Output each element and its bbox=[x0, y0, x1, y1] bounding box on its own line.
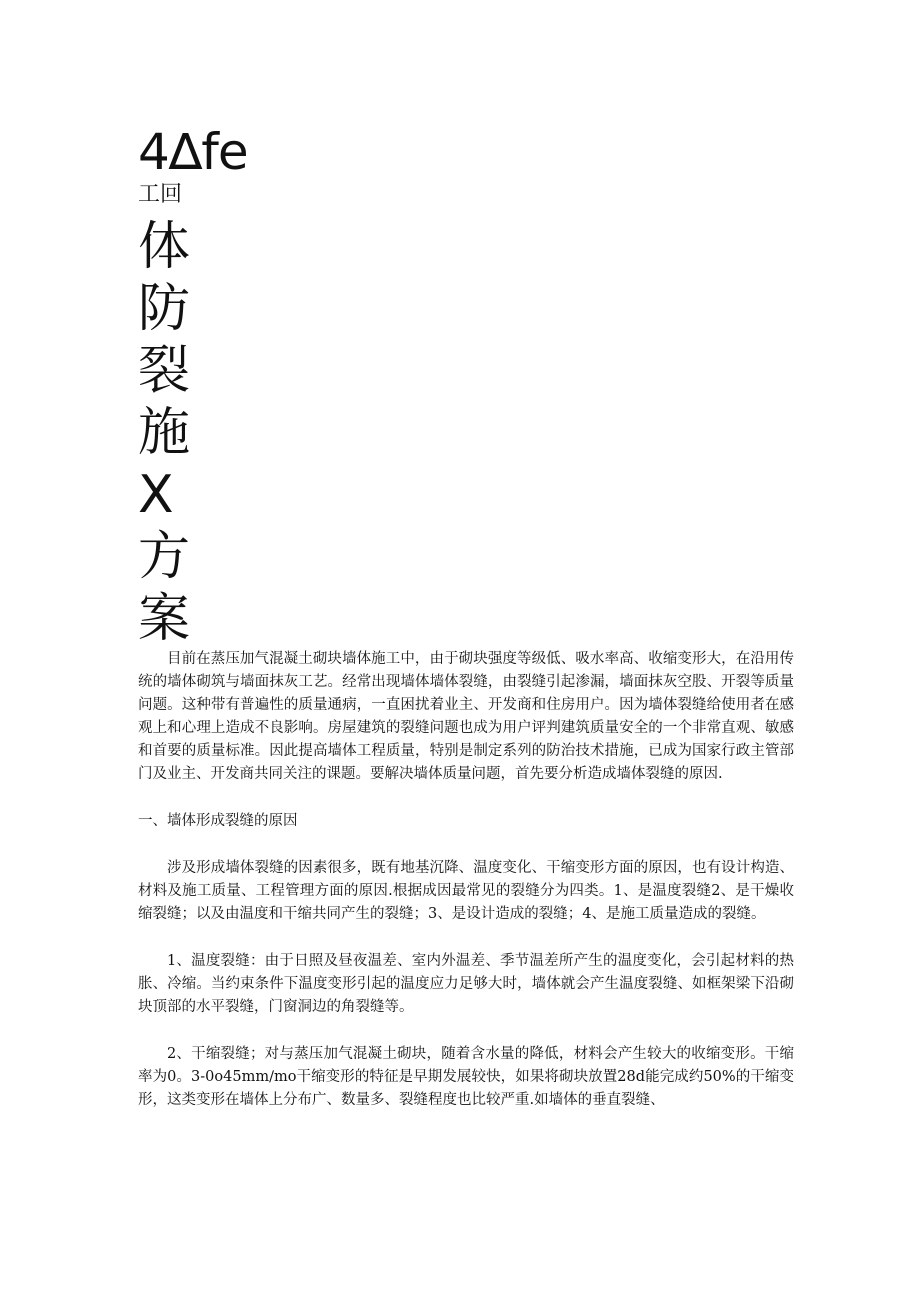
title-char: 体 bbox=[138, 217, 191, 277]
document-body bbox=[138, 648, 794, 1112]
body-paragraph: 1、温度裂缝：由于日照及昼夜温差、室内外温差、季节温差所产生的温度变化，会引起材料的热胀、冷缩。当约束条件下温度变形引起的温度应力足够大时，墙体就会产生温度裂缝、如框架梁下沿砌块顶部的水平裂缝，门窗洞边的角裂缝等。 bbox=[138, 953, 794, 1015]
title-line-1: 4∆fe bbox=[138, 123, 248, 181]
intro-paragraph: 目前在蒸压加气混凝土砌块墙体施工中，由于砌块强度等级低、吸水率高、收缩变形大，在沿用传统的墙体砌筑与墙面抹灰工艺。经常出现墙体墙体裂缝，由裂缝引起渗漏，墙面抹灰空股、开裂等质量问题。这种带有普遍性的质量通病，一直困扰着业主、开发商和住房用户。因为墙体裂缝给使用者在感观上和心理上造成不良影响。房屋建筑的裂缝问题也成为用户评判建筑质量安全的一个非常直观、敏感和首要的质量标准。因此提高墙体工程质量，特别是制定系列的防治技术措施，已成为国家行政主管部门及业主、开发商共同关注的课题。要解决墙体质量问题，首先要分析造成墙体裂缝的原因. bbox=[138, 651, 794, 782]
title-char: 方 bbox=[138, 527, 191, 587]
section-heading: 一、墙体形成裂缝的原因 bbox=[138, 813, 298, 829]
body-paragraph: 涉及形成墙体裂缝的因素很多，既有地基沉降、温度变化、干缩变形方面的原因，也有设计构造、材料及施工质量、工程管理方面的原因.根据成因最常见的裂缝分为四类。1、是温度裂缝2、是干燥收缩裂缝；以及由温度和干缩共同产生的裂缝；3、是设计造成的裂缝；4、是施工质量造成的裂缝。 bbox=[138, 860, 794, 922]
title-char: 案 bbox=[138, 589, 191, 649]
title-char: 裂 bbox=[138, 341, 191, 401]
title-char: 防 bbox=[138, 279, 191, 339]
body-paragraph: 2、干缩裂缝；对与蒸压加气混凝土砌块，随着含水量的降低，材料会产生较大的收缩变形。干缩率为0。3-0o45mm∕mo干缩变形的特征是早期发展较快，如果将砌块放置28d能完成约50%的干缩变形，这类变形在墙体上分布广、数量多、裂缝程度也比较严重.如墙体的垂直裂缝、 bbox=[138, 1046, 794, 1108]
document-title bbox=[138, 124, 248, 650]
title-line-2: 工回 bbox=[138, 182, 183, 207]
title-char: X bbox=[138, 465, 174, 525]
title-char: 施 bbox=[138, 403, 191, 463]
